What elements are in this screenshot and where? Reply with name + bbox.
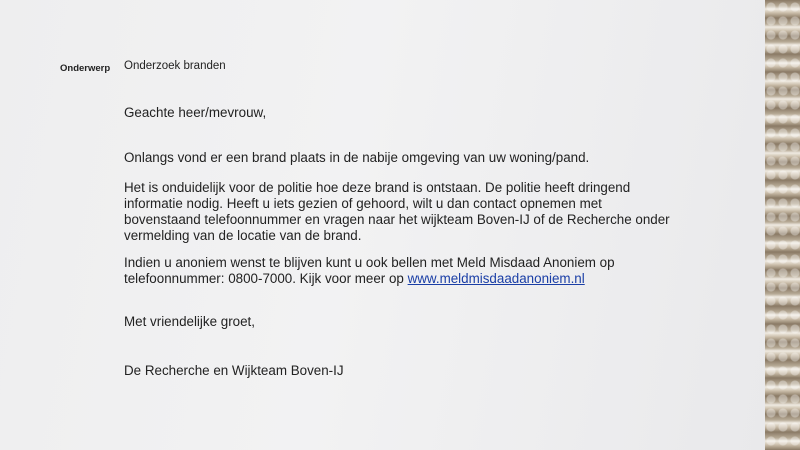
paragraph-2-line-1: Het is onduidelijk voor de politie hoe deze brand is ontstaan. De politie heeft dringend [124, 180, 631, 195]
salutation: Geachte heer/mevrouw, [124, 105, 267, 120]
signature: De Recherche en Wijkteam Boven-IJ [124, 363, 344, 378]
paragraph-2-line-2: informatie nodig. Heeft u iets gezien of gehoord, wilt u dan contact opnemen met [124, 196, 602, 211]
paragraph-3-text: telefoonnummer: 0800-7000. Kijk voor meer op [124, 271, 408, 286]
paragraph-2-line-3: bovenstaand telefoonnummer en vragen naar het wijkteam Boven-IJ of de Recherche onder [124, 212, 670, 227]
tablecloth-pattern [765, 0, 800, 450]
paragraph-3-line-1: Indien u anoniem wenst te blijven kunt u ook bellen met Meld Misdaad Anoniem op [124, 255, 615, 270]
subject-label: Onderwerp [60, 63, 111, 74]
subject-value: Onderzoek branden [124, 60, 226, 72]
closing: Met vriendelijke groet, [124, 314, 255, 329]
website-link[interactable]: www.meldmisdaadanoniem.nl [407, 271, 585, 286]
paragraph-2-line-4: vermelding van de locatie van de brand. [124, 228, 362, 243]
paragraph-1: Onlangs vond er een brand plaats in de nabije omgeving van uw woning/pand. [124, 150, 590, 165]
paragraph-3-line-2 [124, 271, 585, 286]
